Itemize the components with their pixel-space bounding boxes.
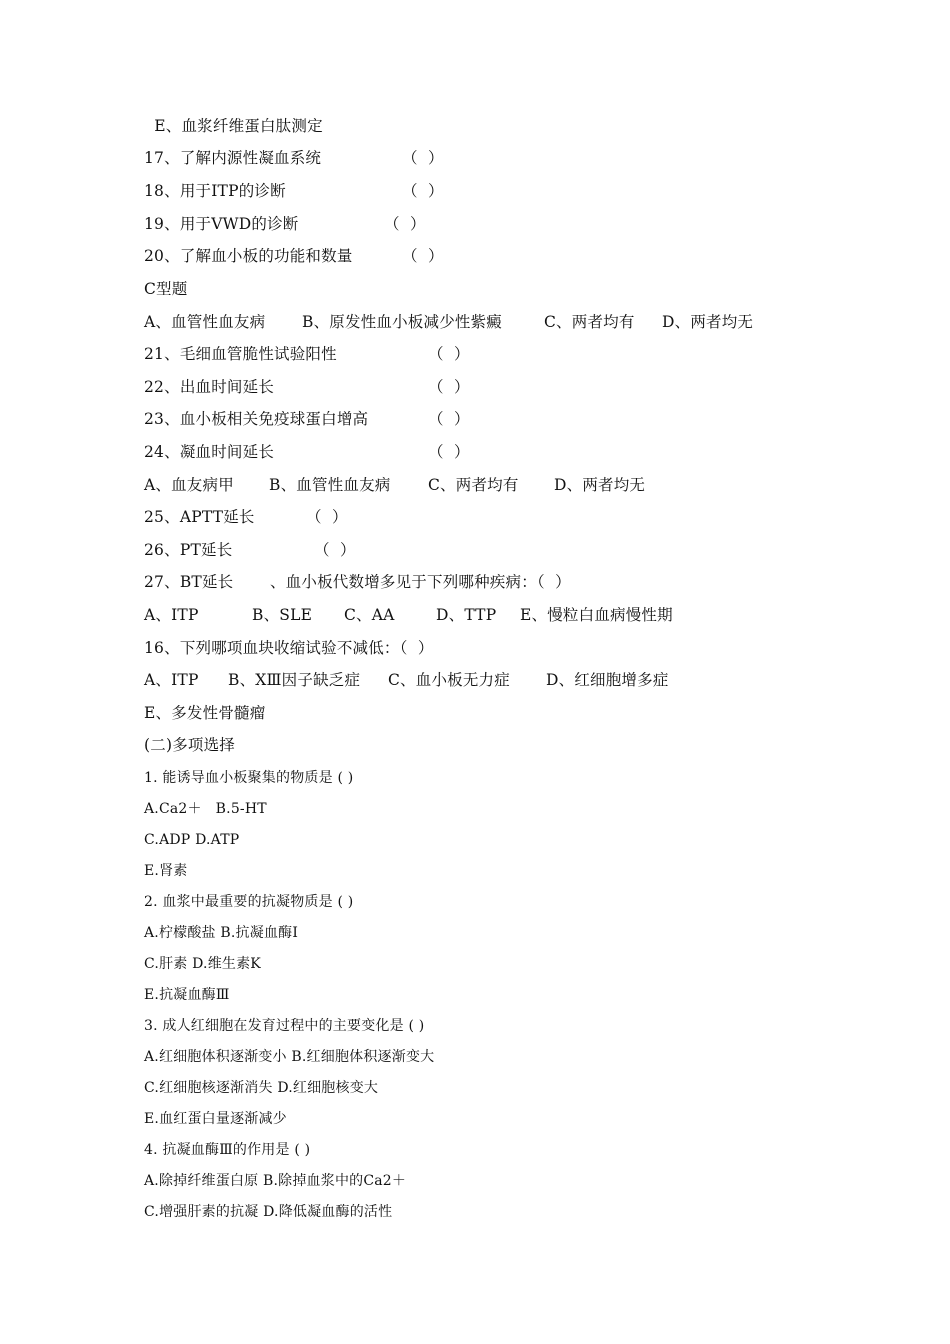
option-a: A、ITP <box>144 671 199 689</box>
options-row-4 <box>144 668 669 692</box>
option-a: A、ITP <box>144 606 199 624</box>
option-c: C、两者均有 <box>428 476 519 494</box>
option-line: E.肾素 <box>144 863 188 879</box>
options-row-1 <box>144 310 754 334</box>
option-line: C.肝素 D.维生素K <box>144 956 261 972</box>
option-d: D、红细胞增多症 <box>546 671 669 689</box>
option-line: C.ADP D.ATP <box>144 832 240 848</box>
question-20: 20、了解血小板的功能和数量 （ ） <box>144 244 353 268</box>
answer-blank: （ ） <box>402 149 444 167</box>
option-b: B、ⅩⅢ因子缺乏症 <box>228 671 361 689</box>
option-e-line: E、血浆纤维蛋白肽测定 <box>144 117 323 135</box>
options-row-2 <box>144 473 646 497</box>
option-line: C.增强肝素的抗凝 D.降低凝血酶的活性 <box>144 1204 393 1220</box>
question-23: 23、血小板相关免疫球蛋白增高 （ ） <box>144 407 368 431</box>
option-e-line: E、多发性骨髓瘤 <box>144 704 266 722</box>
option-a: A、血友病甲 <box>144 476 234 494</box>
option-line: A.柠檬酸盐 B.抗凝血酶Ⅰ <box>144 925 299 941</box>
answer-blank: （ ） <box>402 182 444 200</box>
option-line: A.除掉纤维蛋白原 B.除掉血浆中的Ca2＋ <box>144 1173 407 1189</box>
answer-blank: （ ） <box>428 410 470 428</box>
option-c: C、血小板无力症 <box>388 671 510 689</box>
question-27: 27、BT延长 、血小板代数增多见于下列哪种疾病：（ ） <box>144 570 233 594</box>
question-25: 25、APTT延长 （ ） <box>144 505 255 529</box>
option-d: D、两者均无 <box>662 313 754 331</box>
question-19: 19、用于VWD的诊断 （ ） <box>144 212 298 236</box>
question-26: 26、PT延长 （ ） <box>144 538 232 562</box>
option-c: C、两者均有 <box>544 313 635 331</box>
option-b: B、原发性血小板减少性紫癜 <box>302 313 502 331</box>
question-18: 18、用于ITP的诊断 （ ） <box>144 179 286 203</box>
answer-blank: （ ） <box>306 508 348 526</box>
answer-blank: （ ） <box>384 215 426 233</box>
question-16: 16、下列哪项血块收缩试验不减低：（ ） <box>144 639 434 657</box>
option-b: B、SLE <box>252 606 313 624</box>
option-e: E、慢粒白血病慢性期 <box>520 606 673 624</box>
option-line: A.红细胞体积逐渐变小 B.红细胞体积逐渐变大 <box>144 1049 435 1065</box>
option-line: A.Ca2＋ B.5-HT <box>144 801 267 817</box>
option-c: C、AA <box>344 606 395 624</box>
option-d: D、两者均无 <box>554 476 646 494</box>
option-line: E.血红蛋白量逐渐减少 <box>144 1111 287 1127</box>
multi-question-1: 1. 能诱导血小板聚集的物质是 ( ) <box>144 770 354 786</box>
option-line: E.抗凝血酶Ⅲ <box>144 987 230 1003</box>
section-heading-c: C型题 <box>144 280 188 298</box>
option-line: C.红细胞核逐渐消失 D.红细胞核变大 <box>144 1080 379 1096</box>
option-d: D、TTP <box>436 606 497 624</box>
answer-blank: （ ） <box>428 345 470 363</box>
answer-blank: （ ） <box>314 541 356 559</box>
multi-question-3: 3. 成人红细胞在发育过程中的主要变化是 ( ) <box>144 1018 425 1034</box>
option-b: B、血管性血友病 <box>269 476 391 494</box>
question-21: 21、毛细血管脆性试验阳性 （ ） <box>144 342 337 366</box>
option-a: A、血管性血友病 <box>144 313 266 331</box>
question-24: 24、凝血时间延长 （ ） <box>144 440 274 464</box>
multi-question-2: 2. 血浆中最重要的抗凝物质是 ( ) <box>144 894 354 910</box>
answer-blank: （ ） <box>428 378 470 396</box>
multi-question-4: 4. 抗凝血酶Ⅲ的作用是 ( ) <box>144 1142 311 1158</box>
options-row-3 <box>144 603 673 627</box>
question-17: 17、了解内源性凝血系统 （ ） <box>144 146 321 170</box>
section-heading-multi: (二)多项选择 <box>144 736 235 754</box>
answer-blank: （ ） <box>402 247 444 265</box>
question-22: 22、出血时间延长 （ ） <box>144 375 274 399</box>
question-continuation: 、血小板代数增多见于下列哪种疾病：（ ） <box>270 573 571 591</box>
answer-blank: （ ） <box>428 443 470 461</box>
